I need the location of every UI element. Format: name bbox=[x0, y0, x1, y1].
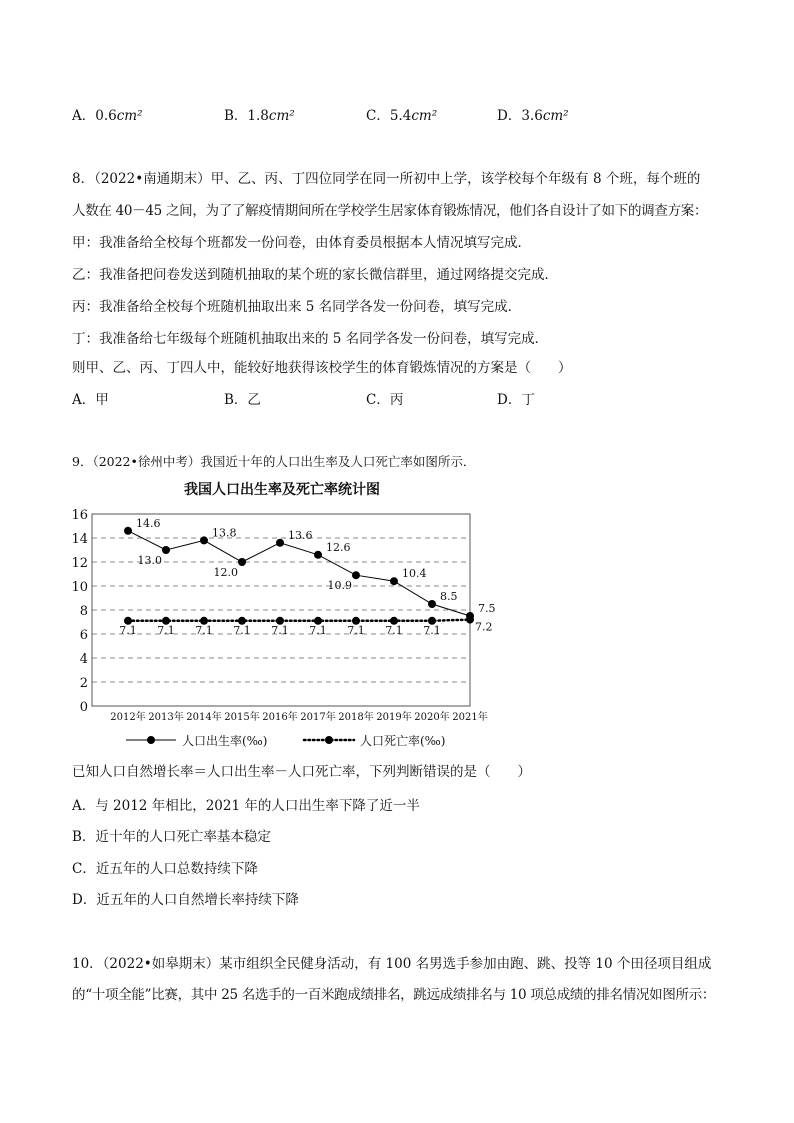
death-rate-point bbox=[466, 616, 474, 624]
x-axis bbox=[110, 710, 487, 723]
x-tick-label: 2017年 bbox=[300, 712, 336, 723]
option-unit: cm² bbox=[116, 108, 143, 124]
q8-option-b: B．乙 bbox=[224, 392, 261, 408]
q9-stem: 9．（2022•徐州中考）我国近十年的人口出生率及人口死亡率如图所示． bbox=[72, 454, 476, 469]
q8-option-a: A．甲 bbox=[72, 392, 109, 408]
y-tick-label: 8 bbox=[79, 604, 88, 619]
birth-rate-label: 12.6 bbox=[326, 540, 351, 554]
y-tick-label: 14 bbox=[71, 532, 88, 547]
death-rate-label: 7.1 bbox=[309, 623, 327, 637]
birth-rate-point bbox=[162, 546, 170, 554]
x-tick-label: 2015年 bbox=[224, 712, 260, 723]
death-rate-label: 7.1 bbox=[271, 623, 289, 637]
y-axis bbox=[71, 508, 88, 715]
option-letter: D． bbox=[497, 108, 522, 124]
q10-line-1: 10．（2022•如皋期末）某市组织全民健身活动，有 100 名男选手参加由跑、跳、投等 10 个田径项目组成 bbox=[72, 956, 712, 972]
q9-option-a: A．与 2012 年相比，2021 年的人口出生率下降了近一半 bbox=[72, 798, 420, 814]
death-rate-label: 7.1 bbox=[195, 623, 213, 637]
q8-line-3: 甲：我准备给全校每个班都发一份问卷，由体育委员根据本人情况填写完成． bbox=[72, 235, 531, 251]
q9-option-b: B．近十年的人口死亡率基本稳定 bbox=[72, 829, 271, 845]
option-unit: cm² bbox=[411, 108, 438, 124]
legend-birth-marker bbox=[147, 736, 155, 744]
q8-line-7: 则甲、乙、丙、丁四人中，能较好地获得该校学生的体育锻炼情况的方案是（ ） bbox=[72, 360, 572, 376]
birth-rate-point bbox=[352, 571, 360, 579]
option-unit: cm² bbox=[542, 108, 569, 124]
birth-rate-label: 13.6 bbox=[288, 528, 313, 542]
y-tick-label: 0 bbox=[79, 700, 88, 715]
option-letter: C． bbox=[366, 108, 390, 124]
x-tick-label: 2019年 bbox=[376, 712, 412, 723]
birth-rate-point bbox=[276, 539, 284, 547]
chart-title: 我国人口出生率及死亡率统计图 bbox=[184, 482, 380, 498]
birth-rate-point bbox=[390, 577, 398, 585]
death-rate-label: 7.1 bbox=[119, 623, 137, 637]
q7-option-b bbox=[224, 104, 295, 124]
death-rate-line bbox=[128, 620, 470, 621]
y-tick-label: 16 bbox=[71, 508, 88, 523]
x-tick-label: 2012年 bbox=[110, 712, 146, 723]
q8-line-2: 人数在 40－45 之间，为了了解疫情期间所在学校学生居家体育锻炼情况，他们各自设计了如下的调查方案： bbox=[72, 203, 708, 219]
q9-option-d: D．近五年的人口自然增长率持续下降 bbox=[72, 892, 299, 908]
x-tick-label: 2013年 bbox=[148, 712, 184, 723]
birth-rate-label: 13.8 bbox=[212, 526, 237, 540]
chart-legend bbox=[126, 733, 445, 748]
q8-line-5: 丙：我准备给全校每个班随机抽取出来 5 名同学各发一份问卷，填写完成． bbox=[72, 299, 522, 315]
birth-rate-label: 12.0 bbox=[213, 566, 238, 579]
x-tick-label: 2014年 bbox=[186, 712, 222, 723]
birth-rate-point bbox=[200, 536, 208, 544]
q9-question: 已知人口自然增长率＝人口出生率－人口死亡率，下列判断错误的是（ ） bbox=[72, 764, 531, 780]
y-tick-label: 4 bbox=[79, 652, 88, 667]
birth-rate-label: 8.5 bbox=[440, 590, 458, 603]
birth-rate-label: 14.6 bbox=[136, 516, 161, 530]
legend-birth-label: 人口出生率(‰) bbox=[182, 734, 268, 748]
birth-rate-point bbox=[124, 527, 132, 535]
legend-death-marker bbox=[325, 736, 333, 744]
birth-rate-label: 7.5 bbox=[478, 602, 496, 615]
birth-rate-point bbox=[428, 600, 436, 608]
q8-line-4: 乙：我准备把问卷发送到随机抽取的某个班的家长微信群里，通过网络提交完成． bbox=[72, 267, 558, 283]
y-tick-label: 12 bbox=[71, 556, 88, 571]
chart-series bbox=[119, 517, 495, 637]
x-tick-label: 2018年 bbox=[338, 712, 374, 723]
y-tick-label: 6 bbox=[79, 628, 88, 643]
y-tick-label: 2 bbox=[79, 676, 88, 691]
option-letter: A． bbox=[72, 108, 96, 124]
option-value: 0.6 bbox=[95, 108, 117, 124]
option-value: 3.6 bbox=[521, 108, 543, 124]
q9-option-c: C．近五年的人口总数持续下降 bbox=[72, 861, 258, 877]
birth-rate-point bbox=[314, 551, 322, 559]
birth-rate-point bbox=[238, 558, 246, 566]
q8-option-c: C．丙 bbox=[366, 392, 404, 408]
death-rate-label: 7.1 bbox=[423, 623, 441, 637]
death-rate-label: 7.1 bbox=[347, 623, 365, 637]
option-letter: B． bbox=[224, 108, 248, 124]
q8-line-1: 8．（2022•南通期末）甲、乙、丙、丁四位同学在同一所初中上学，该学校每个年级有 8 个班，每个班的 bbox=[72, 171, 701, 187]
q10-line-2: 的“十项全能”比赛，其中 25 名选手的一百米跑成绩排名，跳远成绩排名与 10 项总成绩的排名情况如图所示： bbox=[72, 987, 716, 1003]
death-rate-label: 7.1 bbox=[157, 623, 175, 637]
q7-option-c bbox=[366, 104, 437, 124]
x-tick-label: 2020年 bbox=[414, 712, 450, 723]
birth-rate-label: 13.0 bbox=[137, 554, 162, 567]
birth-rate-label: 10.9 bbox=[327, 579, 352, 593]
death-rate-label: 7.1 bbox=[385, 623, 403, 637]
q7-option-a bbox=[72, 104, 143, 124]
option-unit: cm² bbox=[268, 108, 295, 124]
q7-option-d bbox=[497, 104, 569, 124]
x-tick-label: 2021年 bbox=[452, 712, 488, 723]
option-value: 1.8 bbox=[247, 108, 269, 124]
population-chart bbox=[60, 478, 520, 753]
q8-line-6: 丁：我准备给七年级每个班随机抽取出来的 5 名同学各发一份问卷，填写完成． bbox=[72, 331, 549, 347]
death-rate-label: 7.2 bbox=[475, 620, 493, 634]
x-tick-label: 2016年 bbox=[262, 712, 298, 723]
y-tick-label: 10 bbox=[71, 580, 88, 595]
legend-death-label: 人口死亡率(‰) bbox=[360, 734, 446, 748]
option-value: 5.4 bbox=[389, 108, 412, 124]
birth-rate-label: 10.4 bbox=[402, 567, 427, 581]
death-rate-label: 7.1 bbox=[233, 623, 251, 637]
q8-option-d: D．丁 bbox=[497, 392, 535, 408]
